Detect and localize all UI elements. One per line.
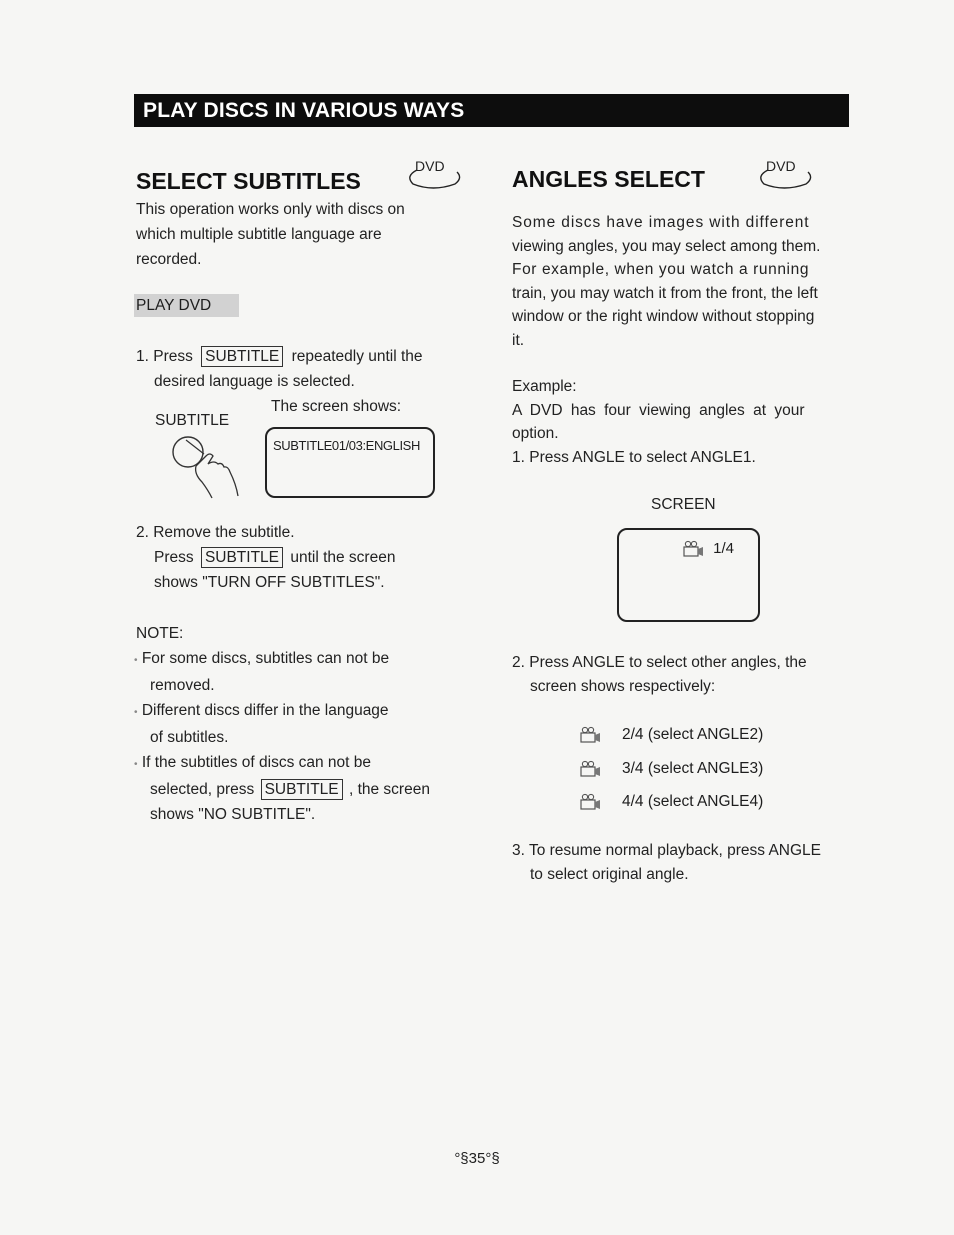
angle-row-4 (580, 791, 764, 813)
step-text: 3. To resume normal playback, press ANGLE (512, 842, 821, 859)
intro-line: it. (512, 331, 525, 349)
angle-screen-display (617, 528, 760, 622)
step-text: screen shows respectively: (530, 677, 716, 695)
page-number: °§35°§ (454, 1150, 500, 1167)
angles-example (512, 375, 852, 469)
camera-angle-icon (580, 760, 602, 778)
intro-line: train, you may watch it from the front, the left (512, 284, 818, 302)
camera-angle-icon (580, 726, 602, 744)
note-title: NOTE: (136, 625, 184, 642)
note-text: For some discs, subtitles can not be (141, 650, 390, 667)
angle-row-2 (580, 724, 764, 746)
note-text: shows "NO SUBTITLE". (150, 806, 316, 823)
subtitles-intro (136, 197, 456, 272)
note-text: removed. (150, 677, 215, 694)
note-text: , the screen (348, 781, 430, 798)
screen-display-text: SUBTITLE01/03:ENGLISH (273, 438, 420, 453)
intro-line: window or the right window without stopping (512, 308, 815, 326)
angle-row-3 (580, 758, 764, 780)
intro-line: which multiple subtitle language are (136, 226, 382, 243)
note-text: If the subtitles of discs can not be (141, 754, 372, 771)
example-line: Example: (512, 378, 577, 395)
camera-angle-icon (580, 793, 602, 811)
bullet-icon: • (134, 655, 138, 666)
step-text: 1. Press (136, 348, 193, 365)
dvd-badge-label: DVD (415, 158, 445, 174)
step-text: 2. Press ANGLE to select other angles, the (512, 654, 807, 671)
play-dvd-label: PLAY DVD (134, 294, 239, 317)
dvd-badge-label: DVD (766, 158, 796, 174)
angle-screen-value (683, 540, 734, 558)
step-text: shows "TURN OFF SUBTITLES". (154, 574, 385, 591)
intro-line: For example, when you watch a running (512, 261, 810, 279)
angle-option-text: 3/4 (select ANGLE3) (622, 760, 764, 777)
camera-angle-icon (683, 540, 705, 558)
section-banner: PLAY DISCS IN VARIOUS WAYS (134, 94, 849, 127)
angle-value-text: 1/4 (713, 540, 735, 557)
subtitle-screen-display (265, 427, 435, 498)
step-text: desired language is selected. (154, 373, 355, 390)
screen-shows-label: The screen shows: (271, 398, 402, 415)
subtitle-key: SUBTITLE (201, 547, 283, 568)
screen-label: SCREEN (651, 496, 716, 513)
angle-option-text: 2/4 (select ANGLE2) (622, 726, 764, 743)
note-text: selected, press (150, 781, 255, 798)
step-text: until the screen (290, 549, 396, 566)
dvd-badge-icon (754, 158, 810, 188)
step-text: Press (154, 549, 194, 566)
intro-line: viewing angles, you may select among them. (512, 237, 821, 255)
intro-line: Some discs have images with different (512, 214, 810, 231)
step-text: 2. Remove the subtitle. (136, 524, 295, 541)
example-line: A DVD has four viewing angles at your (512, 401, 805, 419)
select-subtitles-heading: SELECT SUBTITLES (136, 168, 361, 194)
angles-step-2 (512, 651, 856, 698)
remote-label: SUBTITLE (155, 412, 230, 429)
step-text: to select original angle. (530, 865, 689, 883)
step-text: repeatedly until the (291, 348, 423, 365)
subtitle-key: SUBTITLE (261, 779, 343, 800)
example-line: option. (512, 425, 559, 443)
intro-line: recorded. (136, 251, 202, 268)
angles-intro (512, 211, 852, 353)
angles-select-heading: ANGLES SELECT (512, 166, 705, 192)
subtitle-step-1 (136, 344, 466, 394)
intro-line: This operation works only with discs on (136, 201, 405, 218)
subtitle-key: SUBTITLE (201, 346, 283, 367)
angles-step-3 (512, 839, 856, 886)
dvd-badge-icon (403, 158, 459, 188)
bullet-icon: • (134, 707, 138, 718)
notes-list (134, 646, 474, 827)
hand-press-icon (166, 432, 246, 500)
subtitle-step-2 (136, 520, 466, 595)
bullet-icon: • (134, 759, 138, 770)
note-text: Different discs differ in the language (141, 702, 389, 719)
example-line: 1. Press ANGLE to select ANGLE1. (512, 448, 756, 466)
angle-option-text: 4/4 (select ANGLE4) (622, 793, 764, 810)
note-text: of subtitles. (150, 729, 229, 746)
